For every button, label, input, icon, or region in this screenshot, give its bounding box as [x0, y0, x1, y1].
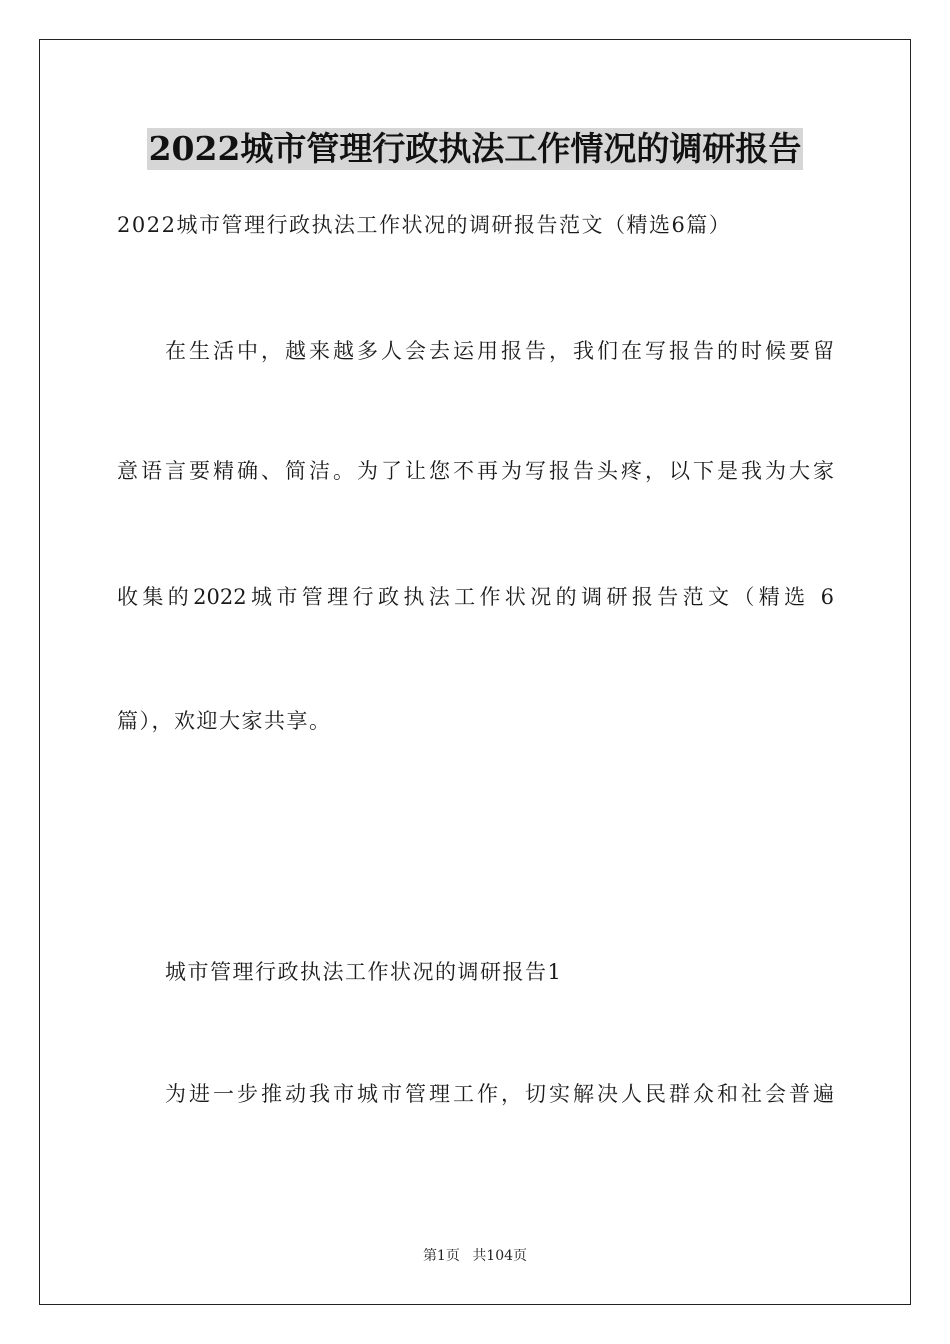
page-number: 第1页	[422, 1248, 460, 1264]
intro-line-1: 在生活中，越来越多人会去运用报告，我们在写报告的时候要留	[165, 339, 834, 363]
document-subtitle: 2022城市管理行政执法工作状况的调研报告范文（精选6篇）	[117, 213, 732, 237]
intro-line-3: 收集的2022城市管理行政执法工作状况的调研报告范文（精选 6	[117, 585, 834, 609]
document-title: 2022城市管理行政执法工作情况的调研报告	[148, 129, 802, 168]
intro-line-2: 意语言要精确、简洁。为了让您不再为写报告头疼，以下是我为大家	[117, 459, 834, 483]
section-heading: 城市管理行政执法工作状况的调研报告1	[165, 960, 563, 984]
page-footer	[0, 1246, 950, 1266]
page-total: 共104页	[472, 1248, 528, 1264]
intro-line-4: 篇），欢迎大家共享。	[117, 709, 332, 733]
section-first-line: 为进一步推动我市城市管理工作，切实解决人民群众和社会普遍	[165, 1082, 834, 1106]
document-title-wrap	[0, 128, 950, 170]
